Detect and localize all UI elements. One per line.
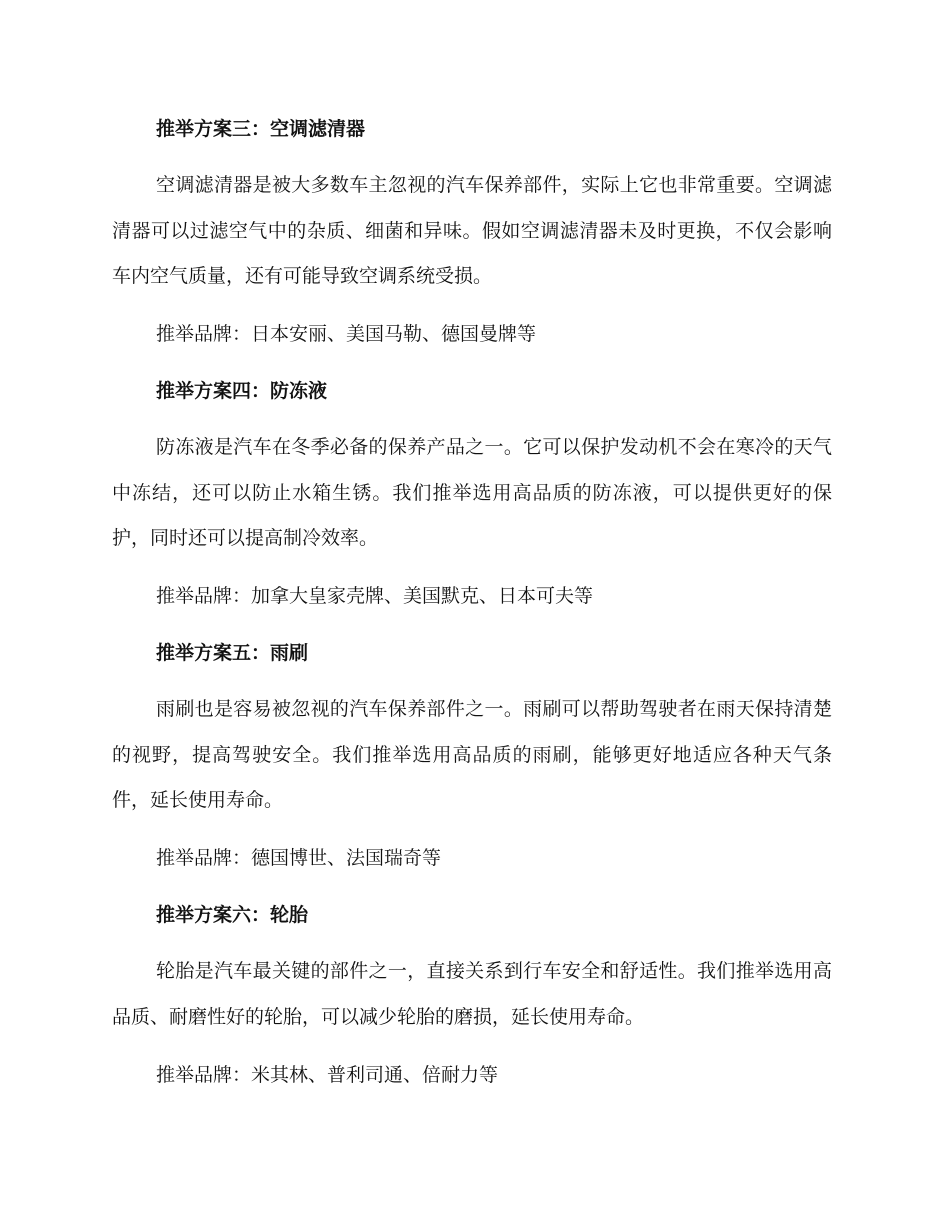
section-body-tire: 轮胎是汽车最关键的部件之一，直接关系到行车安全和舒适性。我们推举选用高品质、耐磨性好的轮胎，可以减少轮胎的磨损，延长使用寿命。	[112, 960, 832, 1028]
section-brands-wiper: 推举品牌：德国博世、法国瑞奇等	[156, 847, 442, 869]
section-body-antifreeze: 防冻液是汽车在冬季必备的保养产品之一。它可以保护发动机不会在寒冷的天气中冻结，还可以防止水箱生锈。我们推举选用高品质的防冻液，可以提供更好的保护，同时还可以提高制冷效率。	[112, 436, 832, 549]
section-brands-antifreeze: 推举品牌：加拿大皇家壳牌、美国默克、日本可夫等	[156, 585, 594, 607]
section-heading-antifreeze: 推举方案四：防冻液	[156, 380, 328, 402]
section-body-wiper: 雨刷也是容易被忽视的汽车保养部件之一。雨刷可以帮助驾驶者在雨天保持清楚的视野，提高驾驶安全。我们推举选用高品质的雨刷，能够更好地适应各种天气条件，延长使用寿命。	[112, 698, 832, 811]
section-heading-wiper: 推举方案五：雨刷	[156, 642, 309, 664]
section-heading-air-filter: 推举方案三：空调滤清器	[156, 118, 366, 140]
section-brands-air-filter: 推举品牌：日本安丽、美国马勒、德国曼牌等	[156, 323, 537, 345]
section-body-air-filter: 空调滤清器是被大多数车主忽视的汽车保养部件，实际上它也非常重要。空调滤清器可以过滤空气中的杂质、细菌和异味。假如空调滤清器未及时更换，不仅会影响车内空气质量，还有可能导致空调系统受损。	[112, 174, 832, 287]
section-heading-tire: 推举方案六：轮胎	[156, 904, 309, 926]
section-brands-tire: 推举品牌：米其林、普利司通、倍耐力等	[156, 1064, 499, 1086]
